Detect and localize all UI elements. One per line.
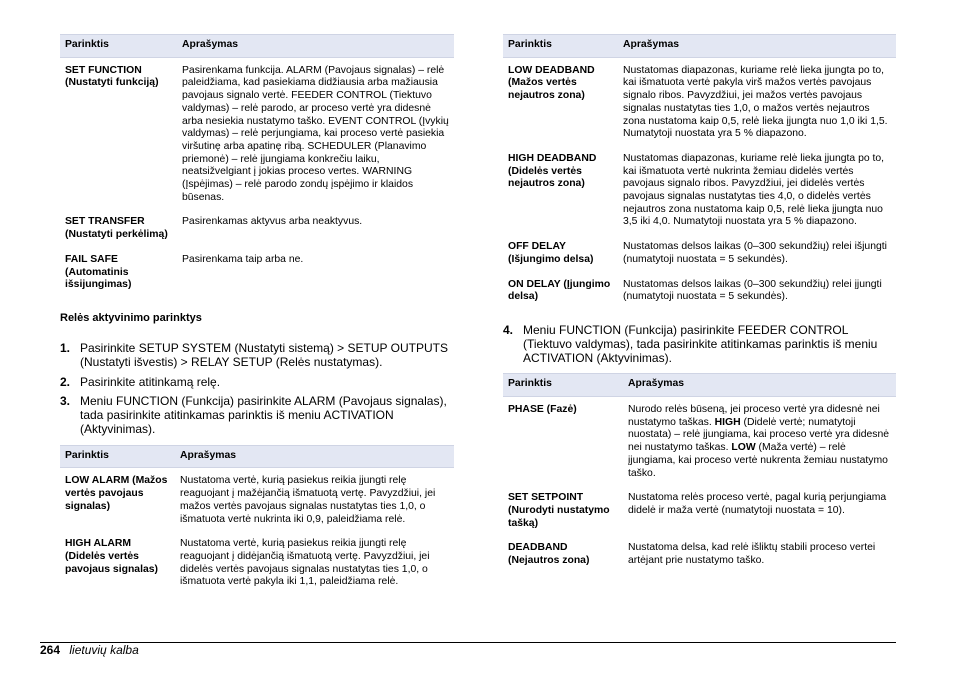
page-number: 264	[40, 643, 61, 657]
table-header-row	[60, 445, 454, 468]
phase-desc-c: (Maža vertė) – relė įjungiama, kai proceso vertė nukrenta žemiau nustatymo taško.	[628, 442, 888, 479]
table-row	[60, 57, 454, 209]
option-name: SET TRANSFER (Nustatyti perkėlimą)	[65, 216, 168, 241]
table-row	[503, 272, 896, 309]
option-description	[623, 397, 896, 486]
header-option: Parinktis	[60, 445, 175, 468]
step-item	[503, 324, 896, 365]
option-name: SET FUNCTION (Nustatyti funkciją)	[65, 64, 159, 89]
option-name: LOW ALARM (Mažos vertės pavojaus signalas)	[65, 475, 168, 512]
step-text: Pasirinkite atitinkamą relę.	[80, 374, 221, 389]
table-row	[503, 485, 896, 535]
option-name: FAIL SAFE (Automatinis išsijungimas)	[65, 253, 132, 291]
options-table-alarm	[60, 445, 454, 594]
table-row	[503, 535, 896, 572]
header-description: Aprašymas	[623, 374, 896, 397]
footer-divider	[40, 642, 896, 643]
option-name: LOW DEADBAND (Mažos vertės nejautros zona)	[508, 64, 595, 102]
option-description: Nustatoma vertė, kurią pasiekus reikia įjungti relę reaguojant į mažėjančią išmatuotą vertę. Pavyzdžiui, jei mažos vertės pavojaus signalas nustatytas ties 1,0, o išmatuota vertė nukrinta iki 0,9, paleidžiama relė.	[180, 475, 436, 525]
option-description: Nustatoma delsa, kad relė išliktų stabili proceso vertei artėjant prie nustatymo taško.	[628, 542, 876, 567]
option-name: ON DELAY (Įjungimo delsa)	[508, 278, 611, 303]
left-column	[60, 34, 454, 594]
option-description: Pasirenkamas aktyvus arba neaktyvus.	[182, 216, 363, 228]
header-description: Aprašymas	[175, 445, 454, 468]
options-table-deadband	[503, 34, 896, 309]
options-table-general	[60, 34, 454, 297]
table-row	[60, 209, 454, 246]
header-description: Aprašymas	[177, 35, 454, 58]
step-number: 4.	[503, 322, 514, 337]
option-description: Nustatomas delsos laikas (0–300 sekundžių) relei įjungti (numatytoji nuostata = 5 sekundės).	[623, 278, 882, 303]
step-number: 3.	[60, 394, 71, 409]
table-row	[503, 57, 896, 146]
table-row	[503, 146, 896, 234]
section-title: Relės aktyvinimo parinktys	[60, 311, 202, 324]
phase-high: HIGH	[714, 416, 741, 428]
footer-language: lietuvių kalba	[69, 643, 139, 657]
steps-list	[503, 324, 896, 365]
header-option: Parinktis	[60, 35, 177, 58]
option-name: HIGH ALARM (Didelės vertės pavojaus signalas)	[65, 538, 158, 575]
table-row	[60, 468, 454, 531]
option-description: Nustatomas delsos laikas (0–300 sekundžių) relei išjungti (numatytoji nuostata = 5 sekundės).	[623, 241, 887, 265]
option-name: PHASE (Fazė)	[508, 404, 577, 416]
page-footer	[40, 643, 139, 657]
step-text: Pasirinkite SETUP SYSTEM (Nustatyti sistemą) > SETUP OUTPUTS (Nustatyti išvestis) > RELAY SETUP (Relės nustatymas).	[80, 340, 448, 369]
options-table-feeder	[503, 373, 896, 572]
option-description: Nustatomas diapazonas, kuriame relė lieka įjungta po to, kai išmatuota vertė nukrinta žemiau didelės vertės pavojaus signalo ribos. Pavyzdžiui, jei didelės vertės pavojaus signalas nustatytas ties 4,0, o didelės vertės nejautros zona nustatoma kaip 0,5, relė lieka įjungta nuo 3,5 iki 4,0. Numatytoji nuostata yra 5 % diapazono.	[623, 152, 885, 228]
steps-list	[60, 342, 454, 437]
option-description: Nustatomas diapazonas, kuriame relė lieka įjungta po to, kai išmatuota vertė pakyla virš mažos vertės pavojaus signalo ribos. Pavyzdžiui, jei mažos vertės pavojaus signalas nustatytas ties 1,0, o mažos vertės nejautros zona nustatoma kaip 0,5, relė lieka įjungta nuo 1,0 iki 1,5. Numatytoji nuostata yra 5 % diapazono.	[623, 64, 888, 140]
step-text: Meniu FUNCTION (Funkcija) pasirinkite ALARM (Pavojaus signalas), tada pasirinkite atitinkamas parinktis iš meniu ACTIVATION (Aktyvinimas).	[80, 394, 447, 436]
phase-desc-b: (Didelė vertė; numatytoji nuostata) – relė įjungiama, kai proceso vertė yra didesnė nei nustatymo taškas.	[628, 416, 890, 454]
option-name: DEADBAND (Nejautros zona)	[508, 542, 590, 567]
table-row	[503, 234, 896, 271]
step-number: 2.	[60, 374, 71, 389]
phase-desc-a: Nurodo relės būseną, jei proceso vertė yra didesnė nei nustatymo taškas.	[628, 404, 880, 428]
table-header-row	[60, 35, 454, 58]
header-description: Aprašymas	[618, 35, 896, 58]
step-item	[60, 342, 454, 370]
phase-low: LOW	[731, 442, 756, 454]
option-description: Pasirenkama funkcija. ALARM (Pavojaus signalas) – relė paleidžiama, kad pasiekiama didžiausia arba mažiausia pavojaus signalo vertė. FEEDER CONTROL (Tiektuvo valdymas) – relė parodo, ar proceso vertė yra didesnė arba nesiekia nustatymo taško. EVENT CONTROL (Įvykių valdymas) – relė perjungiama, kai proceso vertė pasiekia viršutinę arba apatinę ribą. SCHEDULER (Planavimo priemonė) – relė įjungiama konkrečiu laiku, neatsižvelgiant į jokias proceso vertes. WARNING (Įspėjimas) – relė parodo zondų įspėjimo ir klaidos būsenas.	[182, 64, 449, 203]
header-option: Parinktis	[503, 374, 623, 397]
table-header-row	[503, 35, 896, 58]
option-name: OFF DELAY (Išjungimo delsa)	[508, 241, 594, 265]
table-header-row	[503, 374, 896, 397]
table-row	[60, 247, 454, 297]
option-description: Pasirenkama taip arba ne.	[182, 253, 304, 265]
option-name: HIGH DEADBAND (Didelės vertės nejautros zona)	[508, 152, 597, 190]
step-text: Meniu FUNCTION (Funkcija) pasirinkite FEEDER CONTROL (Tiektuvo valdymas), tada pasirinkite atitinkamas parinktis iš meniu ACTIVATION (Aktyvinimas).	[523, 322, 878, 365]
table-row	[60, 531, 454, 594]
step-number: 1.	[60, 340, 71, 355]
option-description: Nustatoma relės proceso vertė, pagal kurią perjungiama didelė ir maža vertė (numatytoji nuostata = 10).	[628, 492, 887, 516]
table-row	[503, 397, 896, 486]
option-description: Nustatoma vertė, kurią pasiekus reikia įjungti relę reaguojant į didėjančią išmatuotą vertę. Pavyzdžiui, jei didelės vertės pavojaus signalas nustatytas ties 1,0, o išmatuota vertė pakyla iki 1,1, paleidžiama relė.	[180, 538, 430, 588]
step-item	[60, 395, 454, 436]
right-column	[503, 34, 896, 573]
step-item	[60, 376, 454, 390]
header-option: Parinktis	[503, 35, 618, 58]
option-name: SET SETPOINT (Nurodyti nustatymo tašką)	[508, 492, 610, 529]
